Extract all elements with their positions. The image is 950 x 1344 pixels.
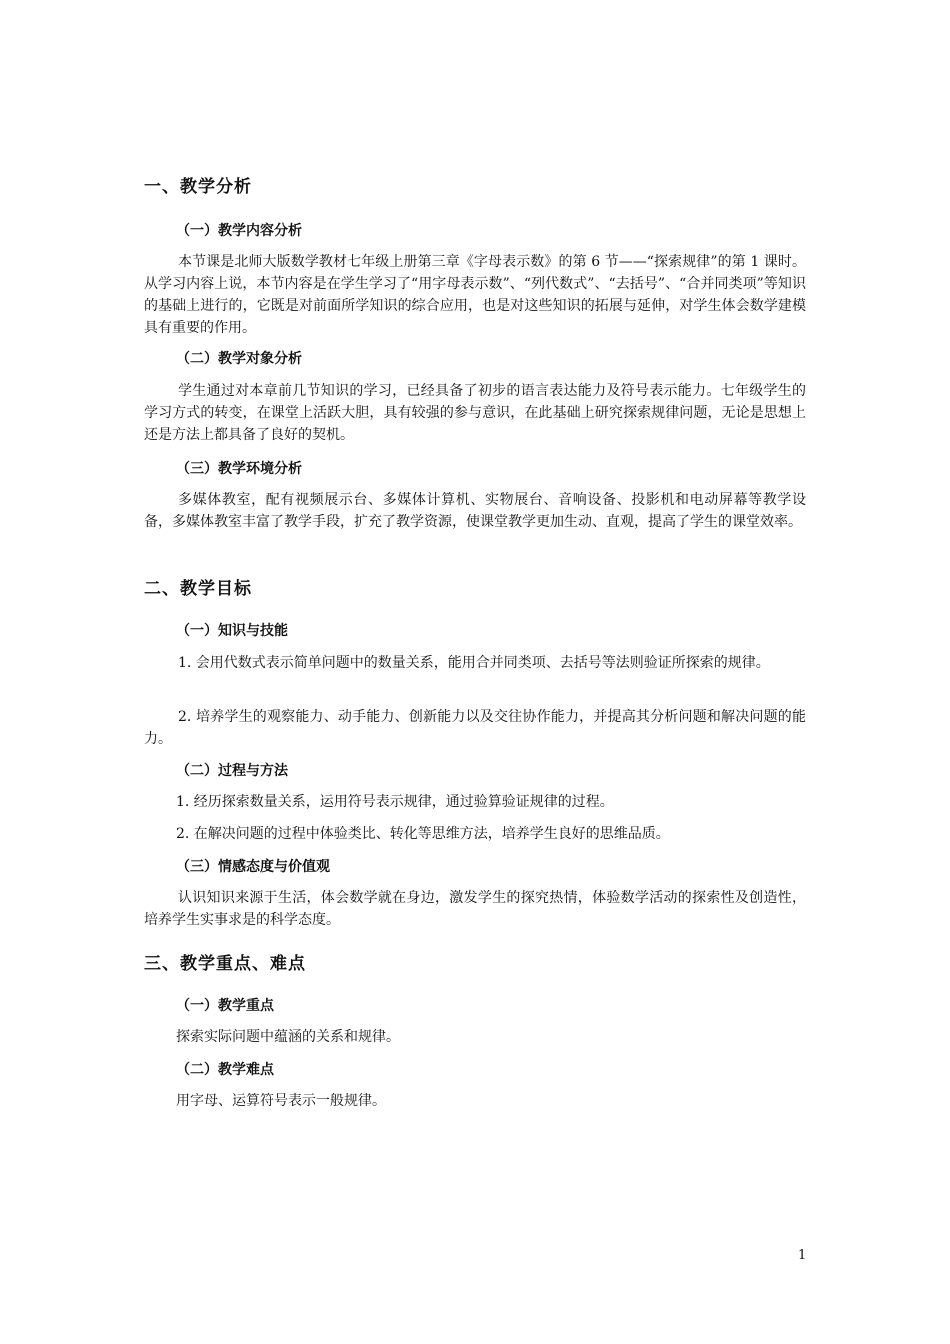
paragraph-content-analysis: 本节课是北师大版数学教材七年级上册第三章《字母表示数》的第 6 节——“探索规律”的第 1 课时。从学习内容上说，本节内容是在学生学习了“用字母表示数”、“列代数式”、“去括号”、“合并同类项”等知识的基础上进行的，它既是对前面所学知识的综合应用，也是对这些知识的拓展与延伸，对学生体会数学建模具有重要的作用。 [144,254,806,336]
section-heading-teaching-analysis: 一、教学分析 [144,177,252,197]
section-heading-teaching-goals: 二、教学目标 [144,579,252,599]
subheading-attitude-values: （三）情感态度与价值观 [176,859,330,875]
subheading-knowledge-skills: （一）知识与技能 [176,623,288,639]
subheading-content-analysis: （一）教学内容分析 [176,223,302,239]
paragraph-attitude-values: 认识知识来源于生活，体会数学就在身边，激发学生的探究热情，体验数学活动的探索性及创造性，培养学生实事求是的科学态度。 [144,890,806,928]
section-heading-key-difficult-points: 三、教学重点、难点 [144,954,306,974]
subheading-environment-analysis: （三）教学环境分析 [176,461,302,477]
list-item-goal-1: 1. 会用代数式表示简单问题中的数量关系，能用合并同类项、去括号等法则验证所探索的规律。 [178,655,770,671]
paragraph-environment-analysis: 多媒体教室，配有视频展示台、多媒体计算机、实物展台、音响设备、投影机和电动屏幕等教学设备，多媒体教室丰富了教学手段，扩充了教学资源，使课堂教学更加生动、直观，提高了学生的课堂效率。 [144,492,806,530]
paragraph-key-point: 探索实际问题中蕴涵的关系和规律。 [176,1029,400,1045]
subheading-student-analysis: （二）教学对象分析 [176,351,302,367]
list-item-process-2: 2. 在解决问题的过程中体验类比、转化等思维方法，培养学生良好的思维品质。 [176,826,670,842]
subheading-difficult-point: （二）教学难点 [176,1062,274,1078]
list-item-goal-2: 2. 培养学生的观察能力、动手能力、创新能力以及交往协作能力，并提高其分析问题和解决问题的能力。 [144,709,806,747]
page-number: 1 [798,1248,807,1263]
subheading-process-method: （二）过程与方法 [176,763,288,779]
list-item-process-1: 1. 经历探索数量关系，运用符号表示规律，通过验算验证规律的过程。 [176,794,614,810]
paragraph-student-analysis: 学生通过对本章前几节知识的学习，已经具备了初步的语言表达能力及符号表示能力。七年级学生的学习方式的转变，在课堂上活跃大胆，具有较强的参与意识，在此基础上研究探索规律问题，无论是思想上还是方法上都具备了良好的契机。 [144,383,806,443]
paragraph-difficult-point: 用字母、运算符号表示一般规律。 [176,1093,386,1109]
subheading-key-point: （一）教学重点 [176,998,274,1014]
